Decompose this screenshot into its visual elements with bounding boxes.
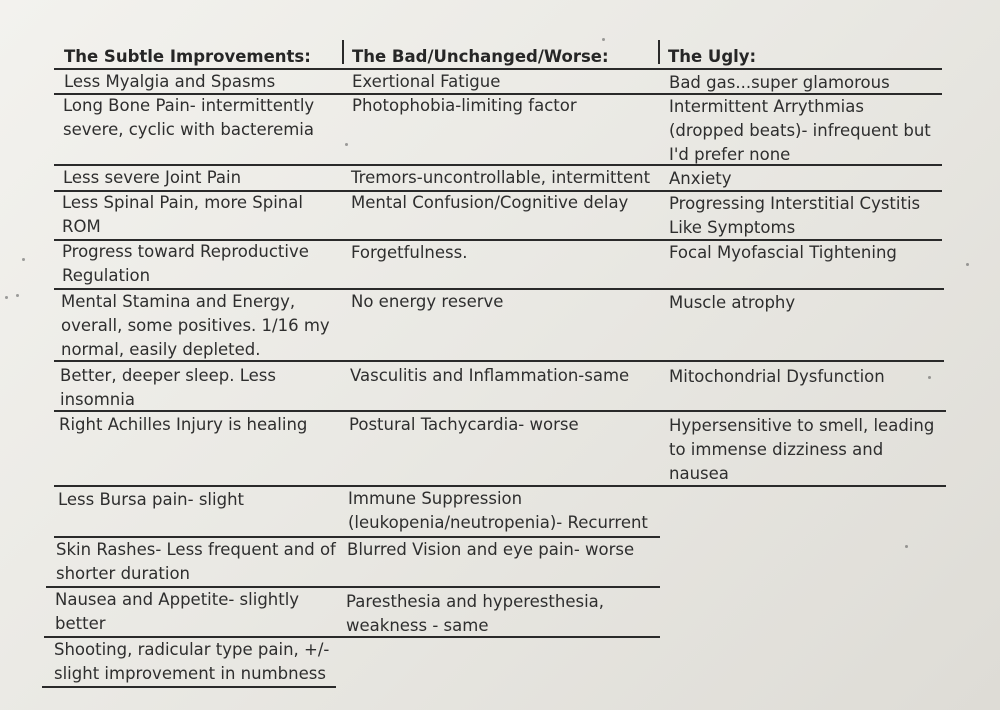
row-line: [660, 68, 942, 70]
paper-speck: [905, 545, 908, 548]
row-line: [54, 485, 344, 487]
improvement-cell: Less Spinal Pain, more Spinal ROM: [62, 193, 303, 236]
improvement-cell: Less severe Joint Pain: [63, 168, 242, 187]
improvement-cell: Less Myalgia and Spasms: [64, 72, 276, 91]
ugly-cell: Focal Myofascial Tightening: [669, 243, 897, 262]
bad-cell: Postural Tachycardia- worse: [349, 415, 579, 434]
paper-speck: [16, 294, 19, 297]
ugly-cell: Hypersensitive to smell, leading to immense dizziness and nausea: [669, 416, 935, 483]
paper-speck: [5, 296, 8, 299]
bad-cell: Blurred Vision and eye pain- worse: [347, 540, 635, 559]
paper-speck: [966, 263, 969, 266]
bad-cell: Paresthesia and hyperesthesia, weakness - same: [346, 592, 605, 635]
bad-cell: No energy reserve: [351, 292, 504, 311]
improvement-cell: Skin Rashes- Less frequent and of shorter duration: [56, 540, 336, 583]
paper-speck: [345, 143, 348, 146]
row-line: [660, 410, 946, 412]
ugly-cell: Bad gas...super glamorous: [669, 73, 890, 92]
ugly-cell: Progressing Interstitial Cystitis Like Symptoms: [669, 194, 921, 237]
paper-speck: [22, 258, 25, 261]
paper-speck: [928, 376, 931, 379]
bad-cell: Forgetfulness.: [351, 243, 468, 262]
bad-cell: Tremors-uncontrollable, intermittent: [351, 168, 651, 187]
improvement-cell: Better, deeper sleep. Less insomnia: [60, 366, 276, 409]
column-divider-2: [658, 40, 660, 64]
bad-cell: Immune Suppression (leukopenia/neutropenia)- Recurrent: [348, 489, 648, 532]
ugly-cell: Intermittent Arrythmias (dropped beats)- infrequent but I'd prefer none: [669, 97, 931, 164]
improvement-cell: Mental Stamina and Energy, overall, some positives. 1/16 my normal, easily depleted.: [61, 292, 330, 359]
bad-cell: Exertional Fatigue: [352, 72, 501, 91]
ugly-cell: Anxiety: [669, 169, 732, 188]
improvement-cell: Shooting, radicular type pain, +/- slight improvement in numbness: [54, 640, 330, 683]
row-line: [340, 586, 660, 588]
improvement-cell: Long Bone Pain- intermittently severe, cyclic with bacteremia: [63, 96, 315, 139]
header-the-ugly: The Ugly:: [668, 47, 757, 66]
ugly-cell: Mitochondrial Dysfunction: [669, 367, 885, 386]
row-line: [344, 360, 660, 362]
row-line: [42, 686, 336, 688]
bad-cell: Vasculitis and Inflammation-same: [350, 366, 630, 385]
header-bad-unchanged-worse: The Bad/Unchanged/Worse:: [352, 47, 609, 66]
row-line: [660, 288, 944, 290]
bad-cell: Mental Confusion/Cognitive delay: [351, 193, 629, 212]
row-line: [344, 410, 660, 412]
row-line: [660, 360, 944, 362]
header-subtle-improvements: The Subtle Improvements:: [64, 47, 311, 66]
improvement-cell: Progress toward Reproductive Regulation: [62, 242, 309, 285]
improvement-cell: Less Bursa pain- slight: [58, 490, 244, 509]
improvement-cell: Nausea and Appetite- slightly better: [55, 590, 300, 633]
improvement-cell: Right Achilles Injury is healing: [59, 415, 308, 434]
bad-cell: Photophobia-limiting factor: [352, 96, 577, 115]
paper-speck: [602, 38, 605, 41]
ugly-cell: Muscle atrophy: [669, 293, 796, 312]
column-divider-1: [342, 40, 344, 64]
